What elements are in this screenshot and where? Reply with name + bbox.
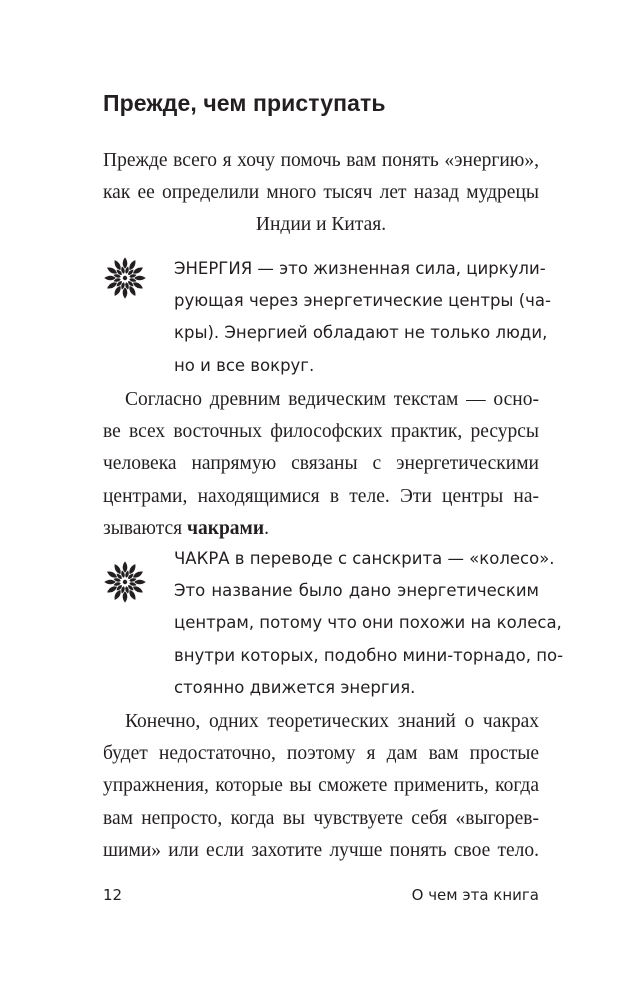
text-line: вам непросто, когда вы чувствуете себя «выгорев- xyxy=(103,807,539,829)
text-line: будет недостаточно, поэтому я дам вам простые xyxy=(103,743,539,765)
lotus-flower-icon xyxy=(103,560,147,604)
page-number: 12 xyxy=(103,886,123,904)
lotus-flower-icon xyxy=(103,256,147,300)
text-line: ЭНЕРГИЯ — это жизненная сила, циркули- xyxy=(174,259,546,278)
chakra-term: чакрами xyxy=(186,517,265,539)
text-line xyxy=(103,513,539,545)
text-line: стоянно движется энергия. xyxy=(174,677,416,697)
text-line: Прежде всего я хочу помочь вам понять «энергию», xyxy=(103,150,539,171)
text-line: внутри которых, подобно мини-торнадо, по- xyxy=(174,645,564,665)
energy-definition xyxy=(174,253,551,382)
text-line: как ее определили много тысяч лет назад мудрецы xyxy=(103,182,539,204)
intro-paragraph xyxy=(103,145,539,242)
text-line: но и все вокруг. xyxy=(174,355,315,375)
running-section-title: О чем эта книга xyxy=(411,886,539,904)
text-line: ве всех восточных философских практик, ресурсы xyxy=(103,421,539,443)
text-fragment: . xyxy=(264,517,269,539)
text-line: Индии и Китая. xyxy=(255,214,387,236)
text-line: Это название было дано энергетическим xyxy=(174,581,539,601)
text-line: человека напрямую связаны с энергетическими xyxy=(103,453,539,475)
closing-paragraph xyxy=(103,706,539,867)
text-line: Согласно древним ведическим текстам — осно- xyxy=(125,389,539,410)
text-line: шими» или если захотите лучше понять свое тело. xyxy=(103,839,539,861)
text-fragment: зываются xyxy=(103,517,187,539)
text-line: рующая через энергетические центры (ча- xyxy=(174,291,551,311)
text-line: центрами, находящимися в теле. Эти центры на- xyxy=(103,485,539,507)
text-line: ЧАКРА в переводе с санскрита — «колесо». xyxy=(174,549,555,568)
vedic-paragraph xyxy=(103,384,539,545)
text-line: центрам, потому что они похожи на колеса, xyxy=(174,613,562,633)
section-heading: Прежде, чем приступать xyxy=(103,90,386,116)
text-line: Конечно, одних теоретических знаний о чакрах xyxy=(125,711,539,732)
text-line: упражнения, которые вы сможете применить, когда xyxy=(103,775,539,797)
chakra-note xyxy=(103,543,564,708)
text-line: кры). Энергией обладают не только люди, xyxy=(174,323,548,343)
energy-note xyxy=(103,253,551,388)
chakra-definition xyxy=(174,543,564,704)
